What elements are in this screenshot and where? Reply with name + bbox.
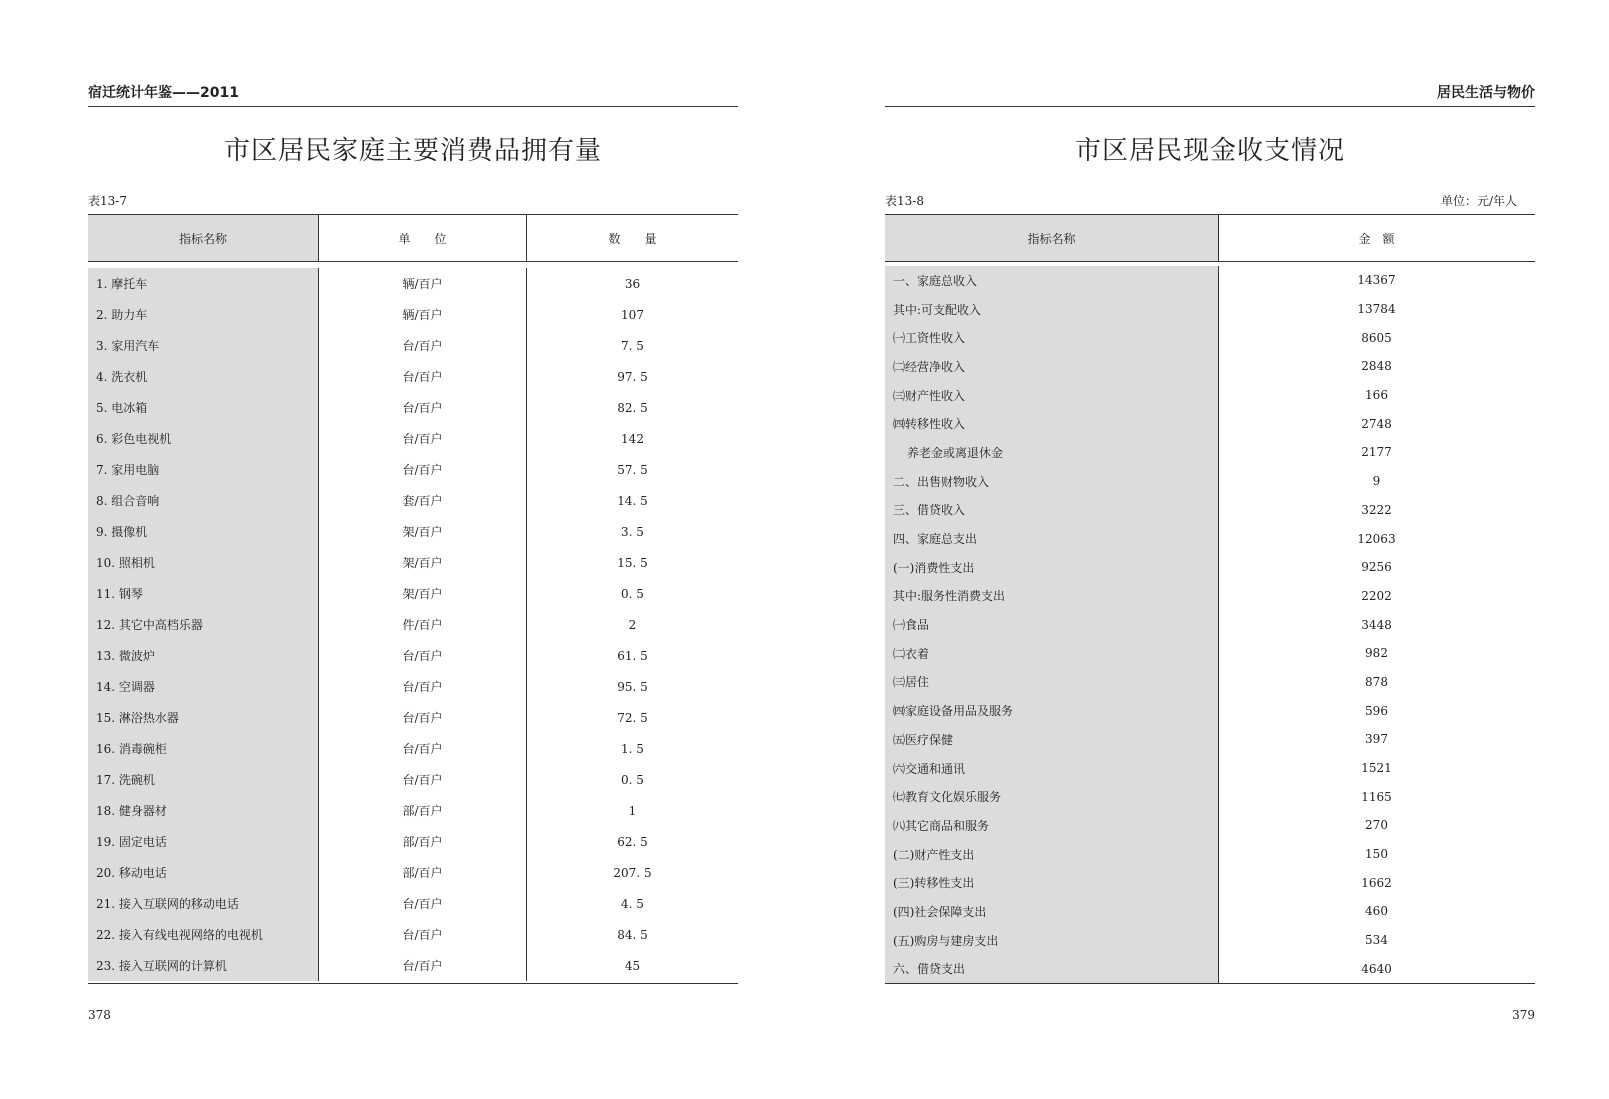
row-name: 18. 健身器材 <box>96 804 167 818</box>
row-unit: 件/百户 <box>402 618 443 632</box>
indicator-name-column <box>885 266 1219 983</box>
row-name: ㈡衣着 <box>893 646 930 661</box>
row-unit: 台/百户 <box>402 711 443 725</box>
row-unit: 台/百户 <box>402 463 443 477</box>
row-value: 9256 <box>1361 560 1392 575</box>
table-header <box>885 215 1535 262</box>
row-name: 13. 微波炉 <box>96 649 155 663</box>
header-amount: 金 额 <box>1358 231 1395 246</box>
row-name: 10. 照相机 <box>96 556 155 570</box>
row-name: 5. 电冰箱 <box>96 401 148 415</box>
row-unit: 套/百户 <box>402 494 443 508</box>
row-value: 12063 <box>1357 531 1396 546</box>
row-value: 2202 <box>1361 588 1392 603</box>
header-indicator-name: 指标名称 <box>885 215 1219 261</box>
row-unit: 台/百户 <box>402 680 443 694</box>
row-value: 1662 <box>1361 875 1392 890</box>
page-number: 379 <box>1512 1008 1535 1022</box>
cash-income-expenditure-table <box>885 214 1535 984</box>
row-name: 8. 组合音响 <box>96 494 160 508</box>
row-value: 2848 <box>1361 359 1392 374</box>
row-name: ㈠工资性收入 <box>893 331 966 346</box>
row-name: ㈣家庭设备用品及服务 <box>893 704 1014 719</box>
row-name: 15. 淋浴热水器 <box>96 711 179 725</box>
row-unit: 台/百户 <box>402 773 443 787</box>
unit-note: 单位：元/年人 <box>1440 194 1517 208</box>
chapter-title: 居民生活与物价 <box>1437 85 1535 101</box>
row-name: 21. 接入互联网的移动电话 <box>96 897 239 911</box>
row-unit: 台/百户 <box>402 370 443 384</box>
row-name: 22. 接入有线电视网络的电视机 <box>96 928 263 942</box>
row-value: 397 <box>1365 732 1388 747</box>
row-name: 9. 摄像机 <box>96 525 148 539</box>
row-name: 7. 家用电脑 <box>96 463 160 477</box>
row-value: 982 <box>1365 646 1388 661</box>
row-unit: 架/百户 <box>402 587 443 601</box>
row-value: 45 <box>624 958 641 973</box>
quantity-column <box>527 268 738 981</box>
row-value: 3448 <box>1361 617 1392 632</box>
right-page <box>885 0 1535 1099</box>
header-quantity: 数 量 <box>608 231 657 246</box>
row-name: ㈤医疗保健 <box>893 732 954 747</box>
row-unit: 台/百户 <box>402 649 443 663</box>
header-indicator-name: 指标名称 <box>88 215 319 261</box>
row-unit: 台/百户 <box>402 928 443 942</box>
row-unit: 台/百户 <box>402 339 443 353</box>
table-body <box>88 262 738 983</box>
row-value: 57. 5 <box>617 462 648 477</box>
row-name: 16. 消毒碗柜 <box>96 742 167 756</box>
row-name: ㈥交通和通讯 <box>893 761 966 776</box>
row-name: 4. 洗衣机 <box>96 370 148 384</box>
row-unit: 台/百户 <box>402 742 443 756</box>
row-name: 11. 钢琴 <box>96 587 143 601</box>
row-value: 36 <box>624 276 641 291</box>
table-number: 表13-8 <box>885 194 924 208</box>
consumer-goods-table <box>88 214 738 984</box>
amount-column <box>1219 266 1534 983</box>
row-name: (五)购房与建房支出 <box>893 933 999 948</box>
row-value: 2177 <box>1361 445 1392 460</box>
row-value: 4640 <box>1361 961 1392 976</box>
row-name: ㈦教育文化娱乐服务 <box>893 790 1002 805</box>
row-name: 六、借贷支出 <box>893 962 966 977</box>
row-value: 9 <box>1372 474 1381 489</box>
row-name: 6. 彩色电视机 <box>96 432 172 446</box>
row-value: 1521 <box>1361 761 1392 776</box>
row-value: 2 <box>628 617 637 632</box>
row-name: 四、家庭总支出 <box>893 532 978 547</box>
unit-column <box>319 268 527 981</box>
row-value: 166 <box>1365 388 1388 403</box>
page-number: 378 <box>88 1008 111 1022</box>
left-page <box>88 0 738 1099</box>
row-name: 其中:服务性消费支出 <box>893 589 1006 604</box>
row-value: 3. 5 <box>621 524 644 539</box>
row-value: 4. 5 <box>621 896 644 911</box>
row-name: ㈣转移性收入 <box>893 417 966 432</box>
row-value: 62. 5 <box>617 834 648 849</box>
row-unit: 部/百户 <box>402 835 443 849</box>
row-value: 8605 <box>1361 330 1392 345</box>
row-unit: 架/百户 <box>402 556 443 570</box>
row-value: 534 <box>1365 933 1388 948</box>
row-value: 14367 <box>1357 273 1396 288</box>
row-value: 72. 5 <box>617 710 648 725</box>
row-value: 7. 5 <box>621 338 644 353</box>
table-number: 表13-7 <box>88 194 127 208</box>
row-name: (三)转移性支出 <box>893 876 975 891</box>
row-value: 61. 5 <box>617 648 648 663</box>
row-value: 207. 5 <box>613 865 652 880</box>
row-name: 其中:可支配收入 <box>893 302 982 317</box>
row-value: 0. 5 <box>621 586 644 601</box>
row-name: 3. 家用汽车 <box>96 339 160 353</box>
row-name: 20. 移动电话 <box>96 866 167 880</box>
row-value: 150 <box>1365 847 1388 862</box>
row-value: 1 <box>628 803 637 818</box>
row-value: 0. 5 <box>621 772 644 787</box>
running-head-right <box>885 84 1535 107</box>
yearbook-title: 宿迁统计年鉴——2011 <box>88 85 239 101</box>
row-name: ㈢居住 <box>893 675 930 690</box>
row-value: 84. 5 <box>617 927 648 942</box>
row-unit: 辆/百户 <box>402 308 443 322</box>
row-name: (二)财产性支出 <box>893 847 975 862</box>
row-value: 596 <box>1365 703 1388 718</box>
row-name: 2. 助力车 <box>96 308 148 322</box>
row-name: 14. 空调器 <box>96 680 155 694</box>
row-value: 107 <box>621 307 644 322</box>
row-name: 一、家庭总收入 <box>893 273 978 288</box>
row-unit: 部/百户 <box>402 866 443 880</box>
row-name: ㈠食品 <box>893 618 930 633</box>
row-name: 12. 其它中高档乐器 <box>96 618 203 632</box>
row-value: 878 <box>1365 674 1388 689</box>
row-value: 270 <box>1365 818 1388 833</box>
row-unit: 架/百户 <box>402 525 443 539</box>
row-value: 3222 <box>1361 502 1392 517</box>
row-value: 13784 <box>1357 302 1396 317</box>
row-value: 95. 5 <box>617 679 648 694</box>
row-value: 82. 5 <box>617 400 648 415</box>
row-value: 2748 <box>1361 416 1392 431</box>
row-unit: 部/百户 <box>402 804 443 818</box>
page-title: 市区居民家庭主要消费品拥有量 <box>223 136 602 166</box>
row-value: 1165 <box>1361 789 1392 804</box>
row-unit: 台/百户 <box>402 432 443 446</box>
row-unit: 台/百户 <box>402 959 443 973</box>
table-body <box>885 262 1535 983</box>
page-title: 市区居民现金收支情况 <box>1074 136 1345 166</box>
row-name: (一)消费性支出 <box>893 560 975 575</box>
header-unit: 单 位 <box>319 215 527 261</box>
row-name: ㈧其它商品和服务 <box>893 818 990 833</box>
row-name: (四)社会保障支出 <box>893 904 987 919</box>
running-head-left <box>88 84 738 107</box>
row-name: ㈢财产性收入 <box>893 388 966 403</box>
row-value: 142 <box>621 431 644 446</box>
table-header <box>88 215 738 262</box>
row-unit: 台/百户 <box>402 897 443 911</box>
row-name: 19. 固定电话 <box>96 835 167 849</box>
row-name: 二、出售财物收入 <box>893 474 990 489</box>
row-name: 养老金或离退休金 <box>907 445 1004 460</box>
row-name: 23. 接入互联网的计算机 <box>96 959 227 973</box>
row-value: 14. 5 <box>617 493 648 508</box>
row-value: 1. 5 <box>621 741 644 756</box>
row-name: 三、借贷收入 <box>893 503 966 518</box>
row-name: 1. 摩托车 <box>96 277 148 291</box>
indicator-name-column <box>88 268 319 981</box>
row-value: 15. 5 <box>617 555 648 570</box>
row-value: 460 <box>1365 904 1388 919</box>
row-name: ㈡经营净收入 <box>893 359 966 374</box>
row-value: 97. 5 <box>617 369 648 384</box>
row-unit: 辆/百户 <box>402 277 443 291</box>
row-unit: 台/百户 <box>402 401 443 415</box>
row-name: 17. 洗碗机 <box>96 773 155 787</box>
